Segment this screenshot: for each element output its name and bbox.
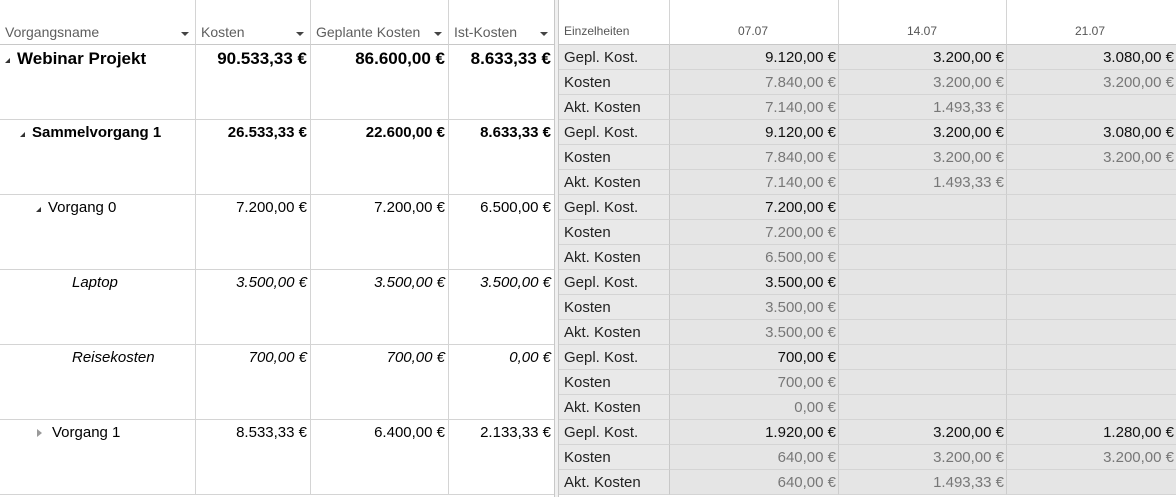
cost-value: 26.533,33 €: [227, 124, 307, 141]
column-header-vorgangsname[interactable]: [0, 0, 196, 45]
timephased-value-cell[interactable]: 3.200,00 €: [839, 70, 1007, 95]
timephased-value-cell[interactable]: 640,00 €: [670, 445, 839, 470]
task-row[interactable]: [0, 45, 554, 120]
task-row[interactable]: [0, 195, 554, 270]
detail-label: Kosten: [559, 370, 670, 395]
collapse-triangle-icon[interactable]: [5, 58, 10, 63]
cost-value: 700,00 €: [248, 349, 307, 366]
timephased-row[interactable]: [559, 145, 1176, 170]
task-name-cell[interactable]: [0, 45, 196, 120]
task-name: Vorgang 0: [48, 199, 117, 216]
task-name-cell[interactable]: [0, 120, 196, 195]
timephased-grid: [559, 0, 1176, 497]
detail-label: Gepl. Kost.: [559, 345, 670, 370]
timephased-value-cell[interactable]: [839, 270, 1007, 295]
cost-value: 22.600,00 €: [365, 124, 445, 141]
cost-value: 7.200,00 €: [236, 199, 307, 216]
timephased-value-cell[interactable]: 7.200,00 €: [670, 195, 839, 220]
task-sheet: [0, 0, 554, 497]
detail-label: Gepl. Kost.: [559, 270, 670, 295]
cost-value: 86.600,00 €: [355, 49, 445, 68]
collapse-triangle-icon[interactable]: [20, 132, 25, 137]
timephased-value-cell[interactable]: [1007, 345, 1176, 370]
column-header-label: Ist-Kosten: [454, 24, 518, 40]
timephased-value-cell[interactable]: 3.500,00 €: [670, 270, 839, 295]
timephased-value-cell[interactable]: 3.200,00 €: [1007, 70, 1176, 95]
filter-dropdown-icon[interactable]: [540, 32, 548, 36]
timephased-value-cell[interactable]: 1.493,33 €: [839, 95, 1007, 120]
detail-label: Gepl. Kost.: [559, 120, 670, 145]
task-name: Sammelvorgang 1: [32, 124, 162, 141]
column-header-geplante-kosten[interactable]: [311, 0, 449, 45]
cost-value: 90.533,33 €: [217, 49, 307, 68]
kosten-cell[interactable]: [196, 270, 311, 345]
detail-label: Gepl. Kost.: [559, 45, 670, 70]
details-header-label: Einzelheiten: [564, 24, 630, 38]
timephased-value-cell[interactable]: 7.840,00 €: [670, 70, 839, 95]
timephased-row[interactable]: [559, 270, 1176, 295]
cost-value: 0,00 €: [509, 349, 551, 366]
task-name-cell[interactable]: [0, 195, 196, 270]
timephased-row[interactable]: [559, 470, 1176, 495]
task-name-cell[interactable]: [0, 345, 196, 420]
timephased-value-cell[interactable]: 700,00 €: [670, 345, 839, 370]
detail-label: Kosten: [559, 445, 670, 470]
details-header[interactable]: [559, 0, 670, 45]
week-label: 21.07: [1075, 24, 1106, 38]
timephased-value-cell[interactable]: 7.840,00 €: [670, 145, 839, 170]
timephased-value-cell[interactable]: 1.280,00 €: [1007, 420, 1176, 445]
cost-value: 8.633,33 €: [480, 124, 551, 141]
detail-label: Akt. Kosten: [559, 320, 670, 345]
expand-triangle-icon[interactable]: [37, 429, 42, 437]
timephased-row[interactable]: [559, 120, 1176, 145]
timephased-value-cell[interactable]: 7.200,00 €: [670, 220, 839, 245]
geplante-kosten-cell[interactable]: [311, 120, 449, 195]
ist-kosten-cell[interactable]: [449, 45, 554, 120]
timephased-row[interactable]: [559, 170, 1176, 195]
week-header[interactable]: [670, 0, 839, 45]
timephased-value-cell[interactable]: [1007, 95, 1176, 120]
detail-label: Gepl. Kost.: [559, 195, 670, 220]
geplante-kosten-cell[interactable]: [311, 345, 449, 420]
assignment-name: Laptop: [72, 274, 118, 291]
timephased-value-cell[interactable]: 640,00 €: [670, 470, 839, 495]
geplante-kosten-cell[interactable]: [311, 420, 449, 495]
ist-kosten-cell[interactable]: [449, 120, 554, 195]
timephased-row[interactable]: [559, 220, 1176, 245]
cost-value: 3.500,00 €: [236, 274, 307, 291]
cost-value: 6.500,00 €: [480, 199, 551, 216]
timephased-value-cell[interactable]: [1007, 195, 1176, 220]
week-label: 14.07: [907, 24, 938, 38]
timephased-value-cell[interactable]: [839, 220, 1007, 245]
timephased-value-cell[interactable]: 7.140,00 €: [670, 170, 839, 195]
week-header[interactable]: [839, 0, 1007, 45]
timephased-value-cell[interactable]: 1.493,33 €: [839, 470, 1007, 495]
kosten-cell[interactable]: [196, 195, 311, 270]
timephased-value-cell[interactable]: [839, 370, 1007, 395]
timephased-value-cell[interactable]: [839, 320, 1007, 345]
detail-label: Gepl. Kost.: [559, 420, 670, 445]
timephased-row[interactable]: [559, 370, 1176, 395]
timephased-value-cell[interactable]: 700,00 €: [670, 370, 839, 395]
timephased-value-cell[interactable]: 3.200,00 €: [839, 420, 1007, 445]
timephased-value-cell[interactable]: 3.080,00 €: [1007, 45, 1176, 70]
detail-label: Kosten: [559, 220, 670, 245]
timephased-row[interactable]: [559, 195, 1176, 220]
ist-kosten-cell[interactable]: [449, 270, 554, 345]
task-name: Vorgang 1: [52, 424, 121, 441]
timephased-value-cell[interactable]: [839, 245, 1007, 270]
cost-value: 8.633,33 €: [470, 49, 551, 68]
task-name-cell[interactable]: [0, 270, 196, 345]
timephased-value-cell[interactable]: 3.200,00 €: [1007, 145, 1176, 170]
timephased-row[interactable]: [559, 395, 1176, 420]
geplante-kosten-cell[interactable]: [311, 270, 449, 345]
timephased-row[interactable]: [559, 95, 1176, 120]
cost-value: 700,00 €: [386, 349, 445, 366]
column-header-label: Vorgangsname: [5, 24, 100, 40]
kosten-cell[interactable]: [196, 120, 311, 195]
timephased-value-cell[interactable]: 7.140,00 €: [670, 95, 839, 120]
geplante-kosten-cell[interactable]: [311, 195, 449, 270]
task-name: Webinar Projekt: [17, 49, 147, 68]
week-header[interactable]: [1007, 0, 1176, 45]
cost-value: 8.533,33 €: [236, 424, 307, 441]
cost-value: 3.500,00 €: [480, 274, 551, 291]
task-row[interactable]: [0, 270, 554, 345]
geplante-kosten-cell[interactable]: [311, 45, 449, 120]
assignment-name: Reisekosten: [72, 349, 155, 366]
timephased-value-cell[interactable]: [839, 345, 1007, 370]
timephased-row[interactable]: [559, 45, 1176, 70]
timephased-value-cell[interactable]: 3.200,00 €: [1007, 445, 1176, 470]
timephased-value-cell[interactable]: 1.920,00 €: [670, 420, 839, 445]
cost-value: 3.500,00 €: [374, 274, 445, 291]
timephased-row[interactable]: [559, 295, 1176, 320]
kosten-cell[interactable]: [196, 345, 311, 420]
column-header-kosten[interactable]: [196, 0, 311, 45]
task-row[interactable]: [0, 345, 554, 420]
timephased-value-cell[interactable]: 6.500,00 €: [670, 245, 839, 270]
timephased-value-cell[interactable]: [1007, 320, 1176, 345]
timephased-value-cell[interactable]: 3.200,00 €: [839, 145, 1007, 170]
timephased-value-cell[interactable]: 1.493,33 €: [839, 170, 1007, 195]
timephased-value-cell[interactable]: [839, 395, 1007, 420]
detail-label: Akt. Kosten: [559, 170, 670, 195]
filter-dropdown-icon[interactable]: [434, 32, 442, 36]
timephased-value-cell[interactable]: 3.200,00 €: [839, 120, 1007, 145]
column-header-ist-kosten[interactable]: [449, 0, 554, 45]
timephased-value-cell[interactable]: [1007, 370, 1176, 395]
cost-value: 6.400,00 €: [374, 424, 445, 441]
kosten-cell[interactable]: [196, 420, 311, 495]
timephased-value-cell[interactable]: [839, 195, 1007, 220]
timephased-value-cell[interactable]: [1007, 295, 1176, 320]
detail-label: Kosten: [559, 145, 670, 170]
timephased-value-cell[interactable]: 9.120,00 €: [670, 120, 839, 145]
cost-value: 2.133,33 €: [480, 424, 551, 441]
filter-dropdown-icon[interactable]: [296, 32, 304, 36]
column-header-label: Geplante Kosten: [316, 24, 421, 40]
task-name-cell[interactable]: [0, 420, 196, 495]
timephased-value-cell[interactable]: [1007, 270, 1176, 295]
detail-label: Kosten: [559, 70, 670, 95]
ist-kosten-cell[interactable]: [449, 195, 554, 270]
task-row[interactable]: [0, 120, 554, 195]
timephased-value-cell[interactable]: 3.080,00 €: [1007, 120, 1176, 145]
cost-value: 7.200,00 €: [374, 199, 445, 216]
timephased-value-cell[interactable]: [1007, 220, 1176, 245]
timephased-row[interactable]: [559, 420, 1176, 445]
ist-kosten-cell[interactable]: [449, 420, 554, 495]
timephased-value-cell[interactable]: [1007, 245, 1176, 270]
timephased-value-cell[interactable]: [1007, 395, 1176, 420]
kosten-cell[interactable]: [196, 45, 311, 120]
timephased-value-cell[interactable]: 0,00 €: [670, 395, 839, 420]
timephased-value-cell[interactable]: [839, 295, 1007, 320]
timephased-value-cell[interactable]: 3.500,00 €: [670, 320, 839, 345]
timephased-row[interactable]: [559, 345, 1176, 370]
column-header-label: Kosten: [201, 24, 245, 40]
timephased-row[interactable]: [559, 445, 1176, 470]
timephased-row[interactable]: [559, 320, 1176, 345]
timephased-value-cell[interactable]: [1007, 170, 1176, 195]
timephased-value-cell[interactable]: [1007, 470, 1176, 495]
detail-label: Akt. Kosten: [559, 95, 670, 120]
detail-label: Kosten: [559, 295, 670, 320]
timephased-value-cell[interactable]: 3.500,00 €: [670, 295, 839, 320]
ist-kosten-cell[interactable]: [449, 345, 554, 420]
detail-label: Akt. Kosten: [559, 395, 670, 420]
timephased-row[interactable]: [559, 245, 1176, 270]
detail-label: Akt. Kosten: [559, 470, 670, 495]
detail-label: Akt. Kosten: [559, 245, 670, 270]
timephased-row[interactable]: [559, 70, 1176, 95]
collapse-triangle-icon[interactable]: [36, 207, 41, 212]
timephased-value-cell[interactable]: 3.200,00 €: [839, 445, 1007, 470]
filter-dropdown-icon[interactable]: [181, 32, 189, 36]
week-label: 07.07: [738, 24, 769, 38]
timephased-value-cell[interactable]: 3.200,00 €: [839, 45, 1007, 70]
task-row[interactable]: [0, 420, 554, 495]
timephased-value-cell[interactable]: 9.120,00 €: [670, 45, 839, 70]
